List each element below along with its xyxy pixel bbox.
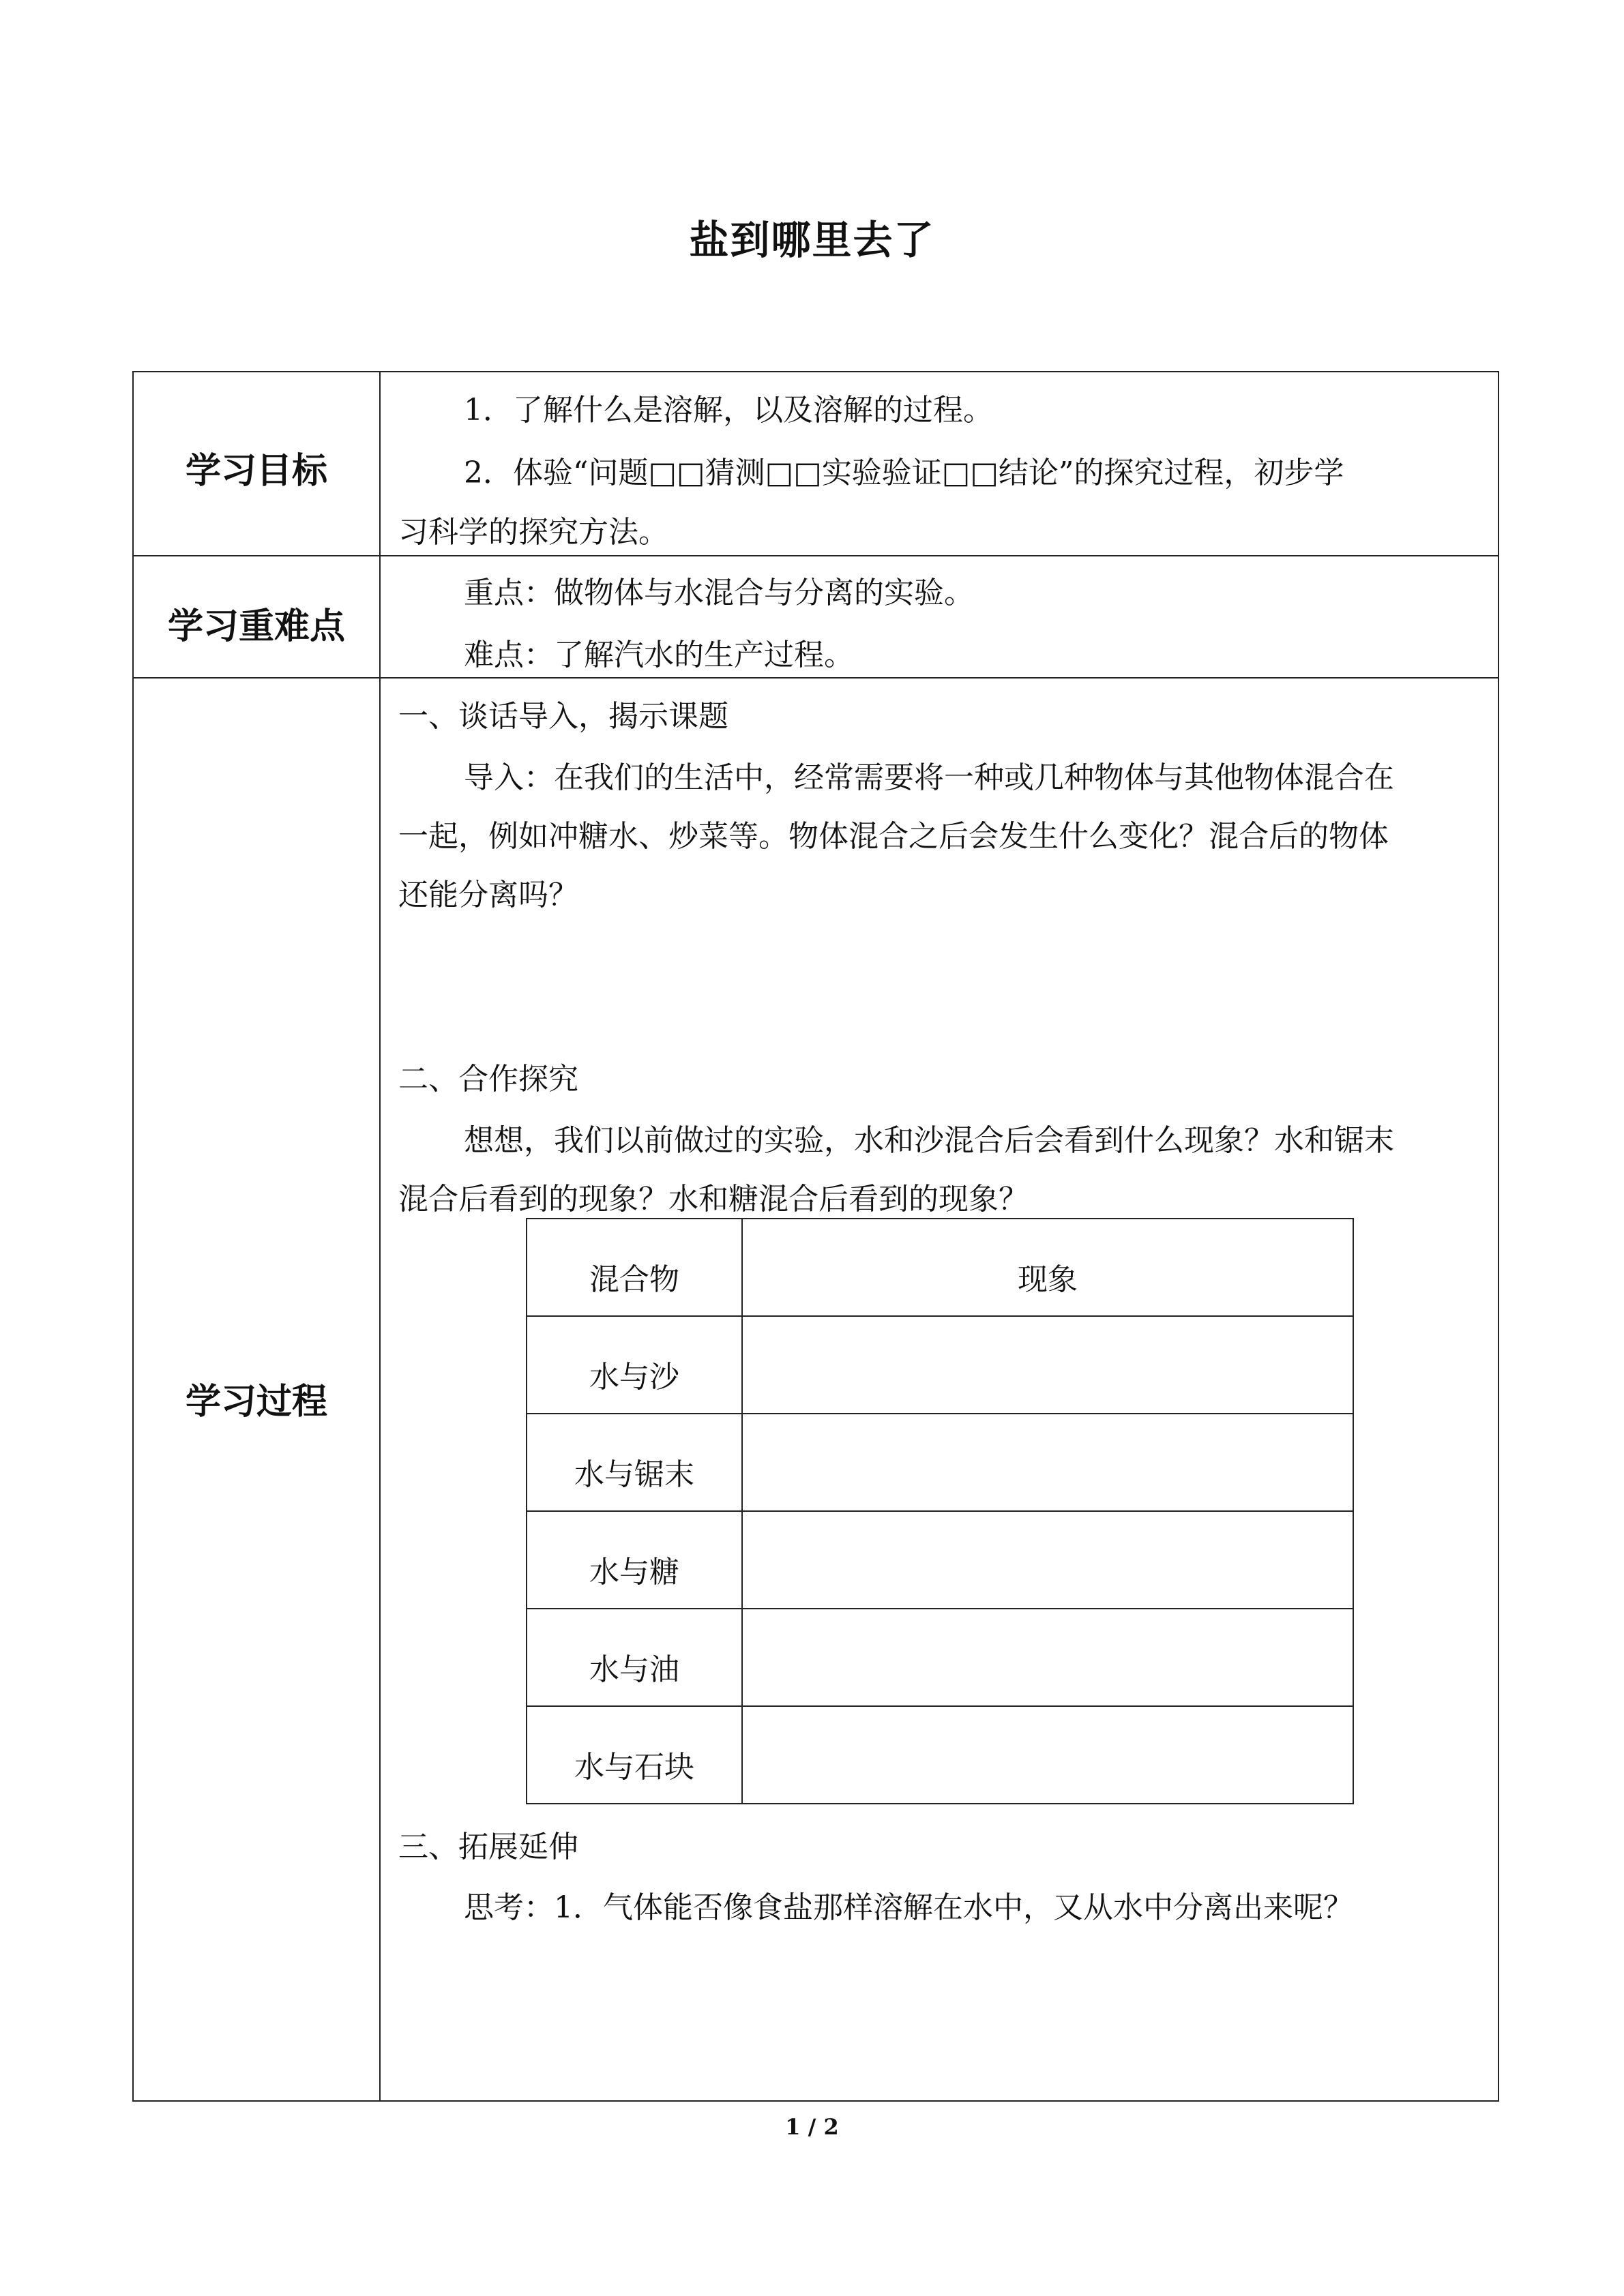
goals-line-1: 1．了解什么是溶解，以及溶解的过程。 (464, 393, 993, 428)
key-points-label: 学习重难点 (167, 606, 345, 647)
page-title: 盐到哪里去了 (689, 217, 935, 263)
part2-line-1: 想想，我们以前做过的实验，水和沙混合后会看到什么现象？水和锯末 (464, 1123, 1394, 1158)
table-row-mixture: 水与石块 (574, 1750, 694, 1785)
process-label: 学习过程 (185, 1382, 327, 1422)
table-column-divider (379, 371, 381, 2102)
observation-table-row-divider (526, 1315, 1354, 1317)
part1-line-3: 还能分离吗？ (398, 878, 578, 912)
part1-heading: 一、谈话导入，揭示课题 (398, 699, 728, 734)
row-divider-key-points (132, 677, 1499, 679)
part3-heading: 三、拓展延伸 (398, 1830, 578, 1864)
part1-line-1: 导入：在我们的生活中，经常需要将一种或几种物体与其他物体混合在 (464, 760, 1394, 795)
goals-label: 学习目标 (185, 451, 327, 492)
part3-line-1: 思考：1．气体能否像食盐那样溶解在水中，又从水中分离出来呢？ (464, 1890, 1353, 1925)
table-row-mixture: 水与油 (589, 1652, 679, 1687)
difficult-point-line: 难点：了解汽水的生产过程。 (464, 638, 854, 672)
key-point-line: 重点：做物体与水混合与分离的实验。 (464, 576, 974, 610)
observation-table-row-divider (526, 1413, 1354, 1414)
part1-line-2: 一起，例如冲糖水、炒菜等。物体混合之后会发生什么变化？混合后的物体 (398, 819, 1389, 854)
table-row-mixture: 水与锯末 (574, 1457, 694, 1492)
header-phenomenon: 现象 (1018, 1262, 1078, 1297)
goals-line-2: 2．体验“问题□□猜测□□实验验证□□结论”的探究过程，初步学 (464, 456, 1344, 490)
row-divider-goals (132, 555, 1499, 556)
observation-table-row-divider (526, 1705, 1354, 1707)
table-row-mixture: 水与沙 (589, 1360, 679, 1395)
table-row-mixture: 水与糖 (589, 1555, 679, 1590)
goals-line-3: 习科学的探究方法。 (398, 515, 668, 550)
observation-table-row-divider (526, 1510, 1354, 1512)
part2-heading: 二、合作探究 (398, 1062, 578, 1097)
page-number: 1 / 2 (785, 2114, 839, 2140)
part2-line-2: 混合后看到的现象？水和糖混合后看到的现象？ (398, 1182, 1029, 1217)
observation-table-row-divider (526, 1608, 1354, 1609)
header-mixture: 混合物 (589, 1262, 679, 1297)
